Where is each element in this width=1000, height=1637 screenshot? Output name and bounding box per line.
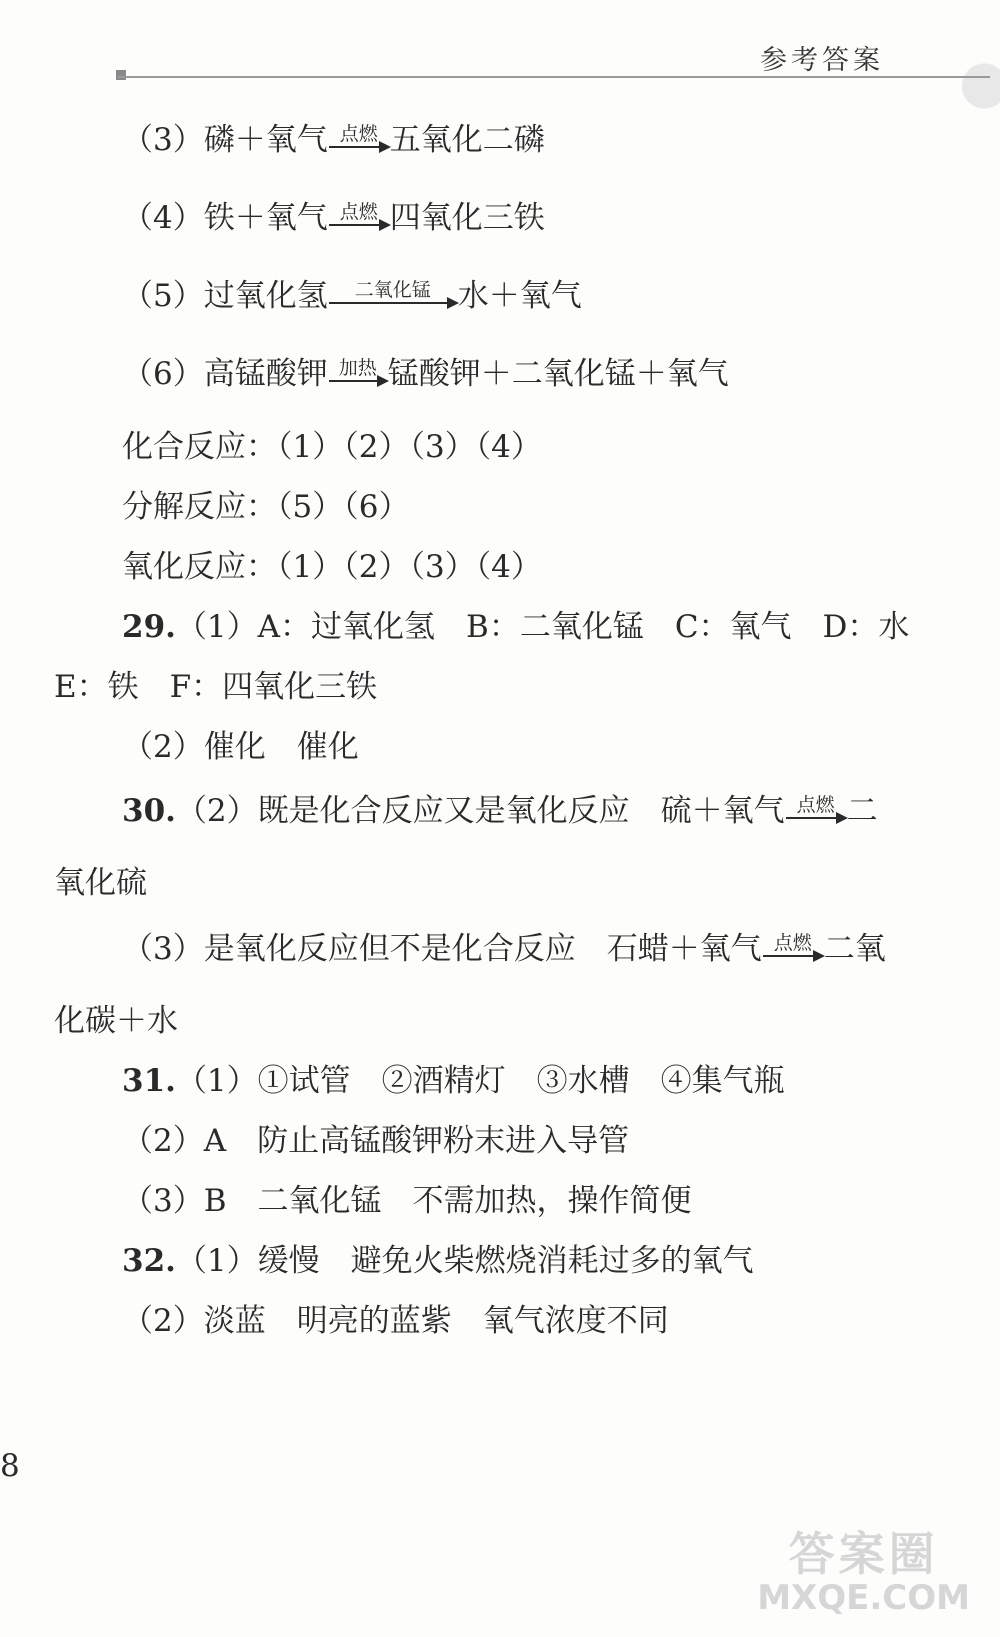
answer-text: （1）A：过氧化氢 B：二氧化锰 C：氧气 D：水 — [175, 609, 910, 645]
reaction-arrow — [763, 934, 823, 957]
reaction-reactants: （5）过氧化氢 — [122, 278, 328, 314]
reaction-line-3 — [122, 122, 545, 158]
reaction-condition: 点燃 — [339, 123, 378, 145]
header-bullet — [116, 70, 126, 80]
reaction-arrow — [329, 203, 389, 226]
reaction-arrow — [329, 281, 457, 304]
header-rule — [118, 76, 990, 78]
q32-line-1 — [122, 1243, 754, 1279]
reaction-products: 四氧化三铁 — [389, 200, 545, 236]
q29-line-1 — [122, 609, 910, 645]
watermark-line-1: 答案圈 — [788, 1527, 939, 1582]
reaction-line-5 — [122, 278, 582, 314]
page-number: 8 — [0, 1448, 20, 1484]
q32-line-2: （2）淡蓝 明亮的蓝紫 氧气浓度不同 — [122, 1303, 669, 1339]
q30-line-2: 氧化硫 — [54, 865, 147, 901]
reaction-reactants: （6）高锰酸钾 — [122, 356, 328, 392]
reaction-line-4 — [122, 200, 545, 236]
question-number: 30. — [122, 793, 176, 829]
reaction-condition: 点燃 — [773, 932, 812, 954]
reaction-arrow — [329, 125, 389, 148]
q31-line-3: （3）B 二氧化锰 不需加热，操作简便 — [122, 1183, 692, 1219]
q31-line-2: （2）A 防止高锰酸钾粉末进入导管 — [122, 1123, 630, 1159]
q31-line-1 — [122, 1063, 785, 1099]
question-number: 32. — [122, 1243, 176, 1279]
answer-text: （1）缓慢 避免火柴燃烧消耗过多的氧气 — [175, 1243, 754, 1279]
reaction-condition: 点燃 — [796, 794, 835, 816]
reaction-reactants: （3）磷＋氧气 — [122, 122, 328, 158]
question-number: 31. — [122, 1063, 176, 1099]
oxidation-reactions: 氧化反应：（1）（2）（3）（4） — [122, 549, 542, 585]
reaction-condition: 点燃 — [339, 201, 378, 223]
reaction-products: 二 — [846, 793, 878, 829]
answer-text: （3）是氧化反应但不是化合反应 石蜡＋氧气 — [122, 931, 762, 967]
q29-line-3: （2）催化 催化 — [122, 729, 359, 765]
decomposition-reactions: 分解反应：（5）（6） — [122, 489, 410, 525]
reaction-arrow — [786, 796, 846, 819]
q29-line-2: E：铁 F：四氧化三铁 — [54, 669, 378, 705]
question-number: 29. — [122, 609, 176, 645]
header-title: 参考答案 — [760, 45, 884, 76]
combination-reactions: 化合反应：（1）（2）（3）（4） — [122, 429, 542, 465]
reaction-line-6 — [122, 356, 729, 392]
reaction-condition: 二氧化锰 — [354, 279, 431, 301]
reaction-condition: 加热 — [338, 357, 377, 379]
q30-line-1 — [122, 793, 878, 829]
watermark-logo — [757, 1529, 970, 1617]
reaction-arrow — [329, 359, 387, 382]
corner-decoration — [948, 50, 1000, 140]
watermark-line-2: MXQE.COM — [757, 1577, 970, 1618]
answer-text: （2）既是化合反应又是氧化反应 硫＋氧气 — [175, 793, 785, 829]
reaction-products: 锰酸钾＋二氧化锰＋氧气 — [387, 356, 729, 392]
q30-line-4: 化碳＋水 — [54, 1003, 178, 1039]
q30-line-3 — [122, 931, 886, 967]
reaction-products: 水＋氧气 — [457, 278, 582, 314]
answer-text: （1）①试管 ②酒精灯 ③水槽 ④集气瓶 — [175, 1063, 785, 1099]
reaction-products: 二氧 — [823, 931, 886, 967]
reaction-products: 五氧化二磷 — [389, 122, 545, 158]
reaction-reactants: （4）铁＋氧气 — [122, 200, 328, 236]
